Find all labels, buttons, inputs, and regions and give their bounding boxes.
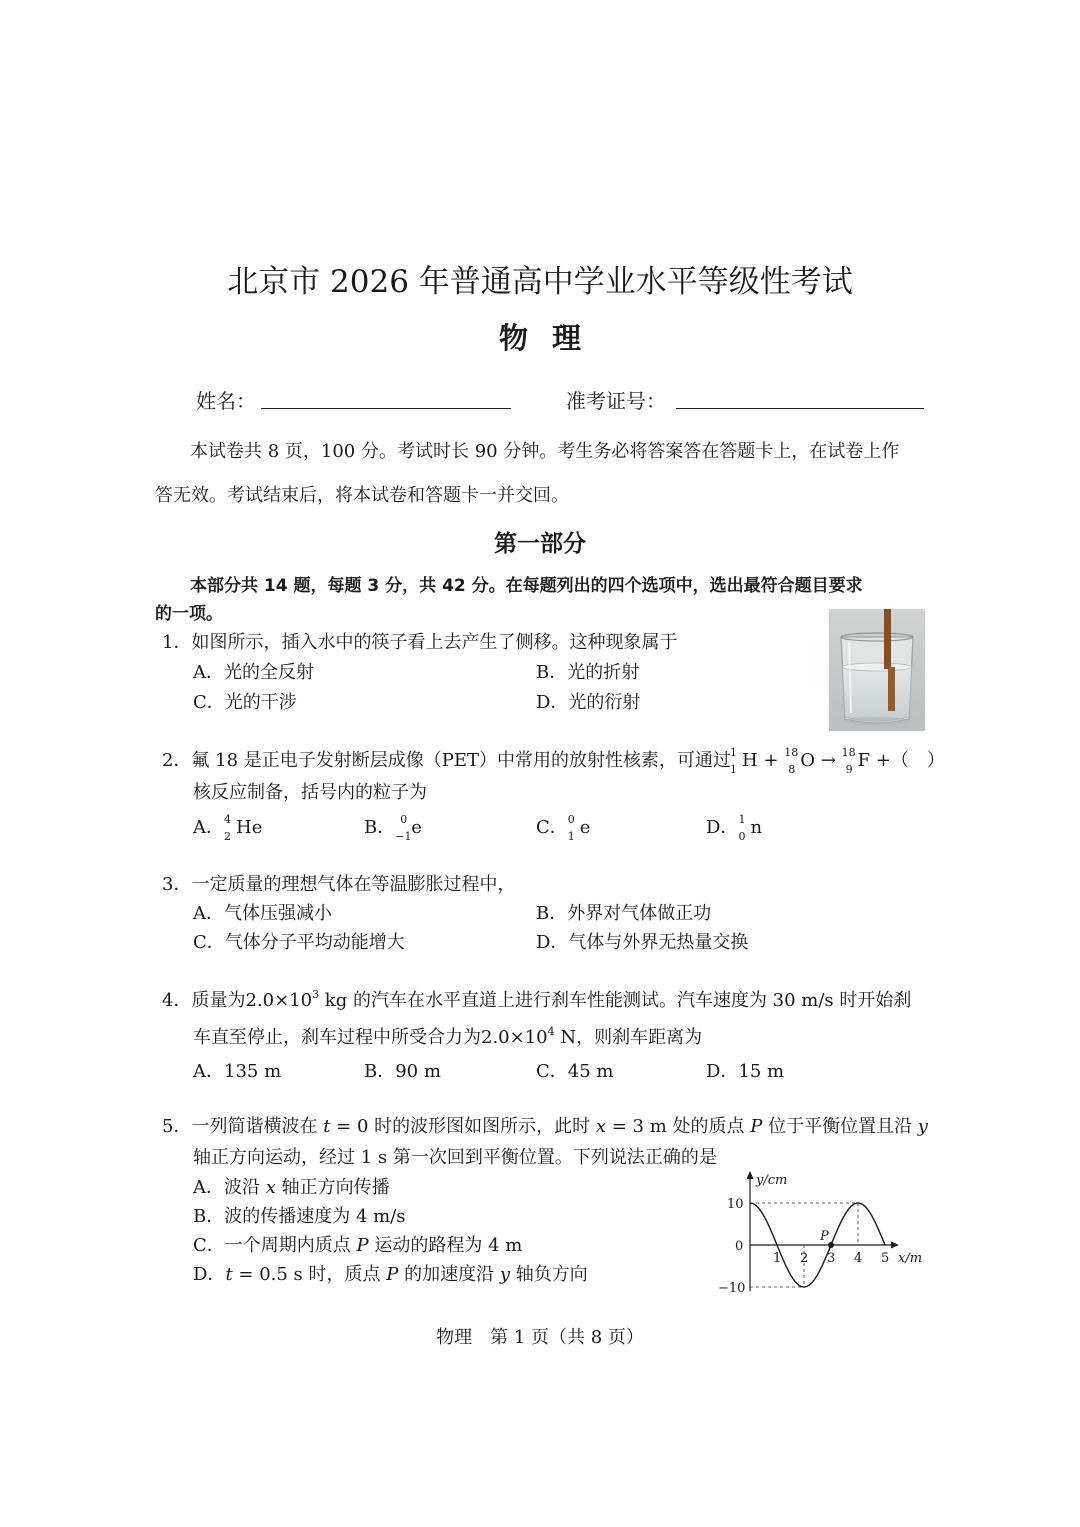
q5-option-a: A．波沿 x 轴正方向传播 (193, 1177, 390, 1198)
exam-id-label: 准考证号： (566, 389, 666, 413)
q4-option-a: A．135 m (193, 1061, 282, 1082)
q3-stem: 3．一定质量的理想气体在等温膨胀过程中， (162, 874, 516, 895)
point-p-label: P (820, 1229, 829, 1244)
q2-option-a: A． 4 2 He (193, 813, 263, 843)
section-instruction-2: 的一项。 (155, 604, 223, 624)
q4-option-d: D．15 m (706, 1061, 785, 1082)
point-p-marker (828, 1242, 834, 1248)
section-instruction-1: 本部分共 14 题，每题 3 分，共 42 分。在每题列出的四个选项中，选出最符合题目要求 (190, 576, 863, 596)
q2-nuclear-equation: 1 1 H + 18 8 O → 18 9 F +（ ） (730, 746, 945, 776)
q1-option-c: C．光的干涉 (193, 692, 297, 713)
q3-option-d: D．气体与外界无热量交换 (536, 932, 749, 953)
subject-title: 物理 (498, 321, 605, 355)
x-tick-label: 5 (881, 1251, 890, 1266)
q4-stem-2: 车直至停止，刹车过程中所受合力为$2.0\times 10^4$ N，则刹车距离为 (193, 1025, 703, 1048)
name-label: 姓名： (196, 389, 256, 413)
y-tick-top: 10 (727, 1197, 744, 1212)
q3-option-c: C．气体分子平均动能增大 (193, 932, 405, 953)
q1-option-b: B．光的折射 (536, 662, 640, 683)
q5-stem-2: 轴正方向运动，经过 1 s 第一次回到平衡位置。下列说法正确的是 (193, 1147, 717, 1168)
section-title: 第一部分 (494, 531, 586, 557)
x-tick-label: 1 (773, 1251, 782, 1266)
q3-option-a: A．气体压强减小 (193, 903, 332, 924)
q5-stem-1: 5．一列简谐横波在 t = 0 时的波形图如图所示，此时 x = 3 m 处的质点 P 位于平衡位置且沿 y (162, 1116, 928, 1137)
chopstick-in-water-photo (829, 609, 925, 731)
q4-option-b: B．90 m (364, 1061, 441, 1082)
x-axis-label: x/m (898, 1251, 923, 1266)
q5-option-c: C．一个周期内质点 P 运动的路程为 4 m (193, 1235, 523, 1256)
q5-option-d: D．t = 0.5 s 时，质点 P 的加速度沿 y 轴负方向 (193, 1264, 588, 1285)
y-tick-zero: 0 (735, 1239, 744, 1254)
q5-option-b: B．波的传播速度为 4 m/s (193, 1206, 406, 1227)
x-tick-label: 2 (800, 1251, 809, 1266)
q1-option-a: A．光的全反射 (193, 662, 314, 683)
q4-option-c: C．45 m (536, 1061, 614, 1082)
q1-stem: 1．如图所示，插入水中的筷子看上去产生了侧移。这种现象属于 (162, 632, 678, 653)
notice-line-1: 本试卷共 8 页，100 分。考试时长 90 分钟。考生务必将答案答在答题卡上，在试卷上作 (190, 441, 900, 462)
arrow-icon: → (820, 750, 836, 771)
y-tick-bottom: −10 (718, 1281, 746, 1296)
wave-graph (715, 1165, 930, 1300)
y-axis-label: y/cm (756, 1173, 788, 1188)
exam-id-blank-line (676, 408, 924, 409)
hydrogen-nuclide: 1 1 H (730, 746, 758, 776)
x-axis-arrow-icon (891, 1242, 899, 1249)
q4-stem-1: 4．质量为$2.0\times 10^3$ kg 的汽车在水平直道上进行刹车性能测试。汽车速度为 30 m/s 时开始刹 (162, 988, 912, 1011)
q1-option-d: D．光的衍射 (536, 692, 641, 713)
q2-stem: 2．氟 18 是正电子发射断层成像（PET）中常用的放射性核素，可通过 (162, 750, 732, 771)
exam-title: 北京市 2026 年普通高中学业水平等级性考试 (227, 264, 853, 300)
q2-option-b: B． 0 −1 e (364, 813, 422, 843)
notice-line-2: 答无效。考试结束后，将本试卷和答题卡一并交回。 (155, 485, 569, 506)
x-tick-label: 3 (827, 1251, 836, 1266)
q2-option-d: D． 1 0 n (706, 813, 763, 843)
fluorine-nuclide: 18 9 F (841, 746, 871, 776)
page-footer: 物理 第 1 页（共 8 页） (436, 1327, 644, 1348)
y-axis-arrow-icon (747, 1171, 754, 1179)
name-blank-line (261, 408, 511, 409)
q3-option-b: B．外界对气体做正功 (536, 903, 712, 924)
x-tick-label: 4 (854, 1251, 863, 1266)
oxygen-nuclide: 18 8 O (784, 746, 816, 776)
q2-stem-2: 核反应制备，括号内的粒子为 (193, 782, 427, 803)
q2-option-c: C． 0 1 e (536, 813, 591, 843)
